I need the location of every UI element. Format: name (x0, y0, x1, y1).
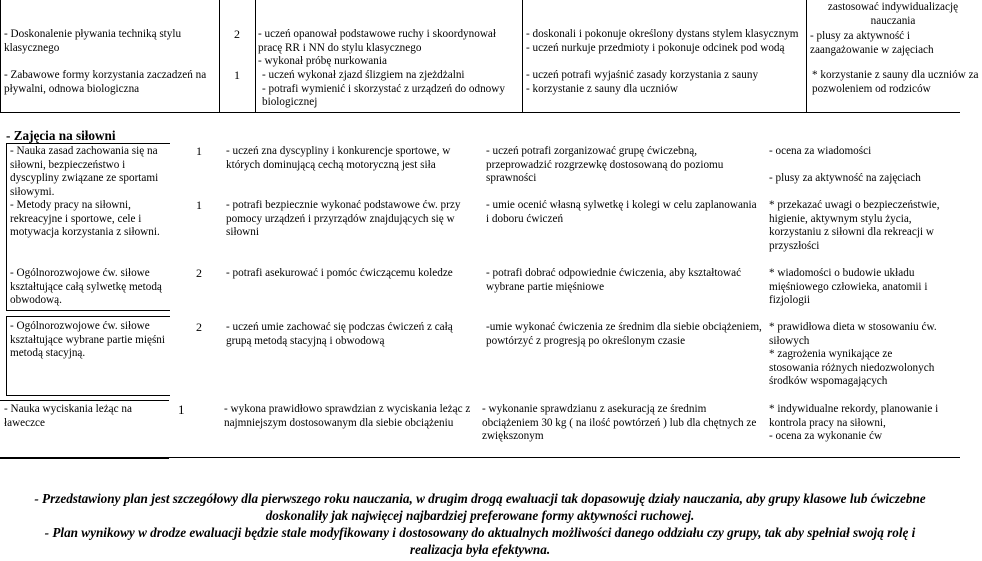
table-cell-topic: - Zabawowe formy korzystania zaczadzeń na pływalni, odnowa biologiczna (4, 69, 207, 95)
table-border (806, 0, 807, 113)
table-cell-topic: - Nauka wyciskania leżąc na ławeczce (4, 403, 132, 429)
table-cell-hours: 2 (196, 266, 202, 280)
table-border (522, 0, 523, 113)
table-cell-remarks: - plusy za aktywność i zaangażowanie w zajęciach (810, 30, 934, 56)
table-cell-topic: - Metody pracy na siłowni, rekreacyjne i sportowe, cele i motywacja korzystania z siłowni. (10, 199, 160, 239)
table-cell-basic: - uczeń opanował podstawowe ruchy i skoordynował pracę RR i NN do stylu klasycznego - wykonał próbę nurkowania (258, 28, 496, 68)
table-cell-basic: - uczeń wykonał zjazd ślizgiem na zjeżdżalni - potrafi wymienić i skorzystać z urządzeń do odnowy biologicznej (262, 69, 505, 109)
table-cell-remarks: * indywidualne rekordy, planowanie i kontrola pracy na siłowni, - ocena za wykonanie ćw (769, 403, 939, 443)
table-cell-basic: - potrafi asekurować i pomóc ćwiczącemu koledze (226, 267, 453, 279)
table-cell-topic: - Ogólnorozwojowe ćw. siłowe kształtujące wybrane partie mięśni metodą stacyjną. (10, 320, 166, 360)
table-cell-hours: 1 (234, 68, 240, 82)
table-cell-topic: - Ogólnorozwojowe ćw. siłowe kształtujące całą sylwetkę metodą obwodową. (10, 267, 162, 307)
table-cell-remarks: - ocena za wiadomości - plusy za aktywność na zajęciach (769, 145, 921, 184)
table-cell-hours: 1 (196, 144, 202, 158)
table-cell-extended: - uczeń potrafi zorganizować grupę ćwiczebną, przeprowadzić rozgrzewkę dostosowaną do poziomu sprawności (486, 145, 724, 185)
table-cell-remarks: * wiadomości o budowie układu mięśniowego człowieka, anatomii i fizjologii (769, 267, 928, 307)
table-cell-extended: -umie wykonać ćwiczenia ze średnim dla siebie obciążeniem, powtórzyć z progresją po określonym czasie (486, 321, 762, 347)
table-cell-hours: 2 (196, 320, 202, 334)
table-cell-basic: - potrafi bezpiecznie wykonać podstawowe ćw. przy pomocy urządzeń i przyrządów znajdujących się w siłowni (226, 199, 461, 239)
table-cell-remarks: * przekazać uwagi o bezpieczeństwie, higienie, aktywnym stylu życia, korzystaniu z siłowni dla rekreacji w przyszłości (769, 199, 940, 252)
table-cell-hours: 1 (196, 198, 202, 212)
table-cell-extended: - umie ocenić własną sylwetkę i kolegi w celu zaplanowania i doboru ćwiczeń (486, 199, 757, 225)
table-cell-basic: - uczeń zna dyscypliny i konkurencje sportowe, w których dominującą cechą motoryczną jest siła (226, 145, 451, 171)
table-cell-hours: 2 (234, 27, 240, 41)
table-cell-topic: - Doskonalenie pływania techniką stylu klasycznego (4, 28, 182, 54)
table-border (0, 457, 960, 458)
table-cell-remarks: * korzystanie z sauny dla uczniów za pozwoleniem od rodziców (812, 69, 979, 95)
table-border (255, 0, 256, 113)
table-cell-extended: - doskonali i pokonuje określony dystans stylem klasycznym - uczeń nurkuje przedmioty i pokonuje odcinek pod wodą (526, 28, 799, 54)
table-cell-extended: - uczeń potrafi wyjaśnić zasady korzystania z sauny - korzystanie z sauny dla uczniów (526, 69, 759, 95)
table-cell-hours: 1 (178, 402, 185, 417)
table-border (219, 0, 220, 113)
table-cell-basic: - wykona prawidłowo sprawdzian z wyciskania leżąc z najmniejszym dostosowanym dla siebie obciążeniu (224, 403, 471, 429)
table-cell-remarks: zastosować indywidualizację nauczania (827, 1, 959, 27)
footnote: - Przedstawiony plan jest szczegółowy dla pierwszego roku nauczania, w drugim drogą ewaluacji tak dopasowuję działy nauczania, aby grupy klasowe lub ćwiczebne doskonaliły jak najwięcej najbardziej preferowane formy aktywności ruchowej. (34, 491, 926, 523)
section-title: - Zajęcia na siłowni (6, 128, 116, 143)
table-border (0, 112, 960, 113)
table-cell-extended: - potrafi dobrać odpowiednie ćwiczenia, aby kształtować wybrane partie mięśniowe (486, 267, 742, 293)
table-cell-remarks: * prawidłowa dieta w stosowaniu ćw. siłowych * zagrożenia wynikające ze stosowania różnych niedozwolonych środków wspomagających (769, 321, 937, 388)
table-cell-topic: - Nauka zasad zachowania się na siłowni, bezpieczeństwo i dyscypliny związane ze sportami siłowymi. (10, 145, 159, 198)
table-cell-basic: - uczeń umie zachować się podczas ćwiczeń z całą grupą metodą stacyjną i obwodową (226, 321, 453, 347)
table-cell-extended: - wykonanie sprawdzianu z asekuracją ze średnim obciążeniem 30 kg ( na ilość powtórzeń ) lub dla chętnych ze zwiększonym (482, 403, 757, 443)
footnote: - Plan wynikowy w drodze ewaluacji będzie stale modyfikowany i dostosowany do aktualnych możliwości danego oddziału czy grupy, tak aby spełniał swoją rolę i realizacja była efektywna. (44, 525, 916, 557)
table-border (0, 0, 1, 113)
